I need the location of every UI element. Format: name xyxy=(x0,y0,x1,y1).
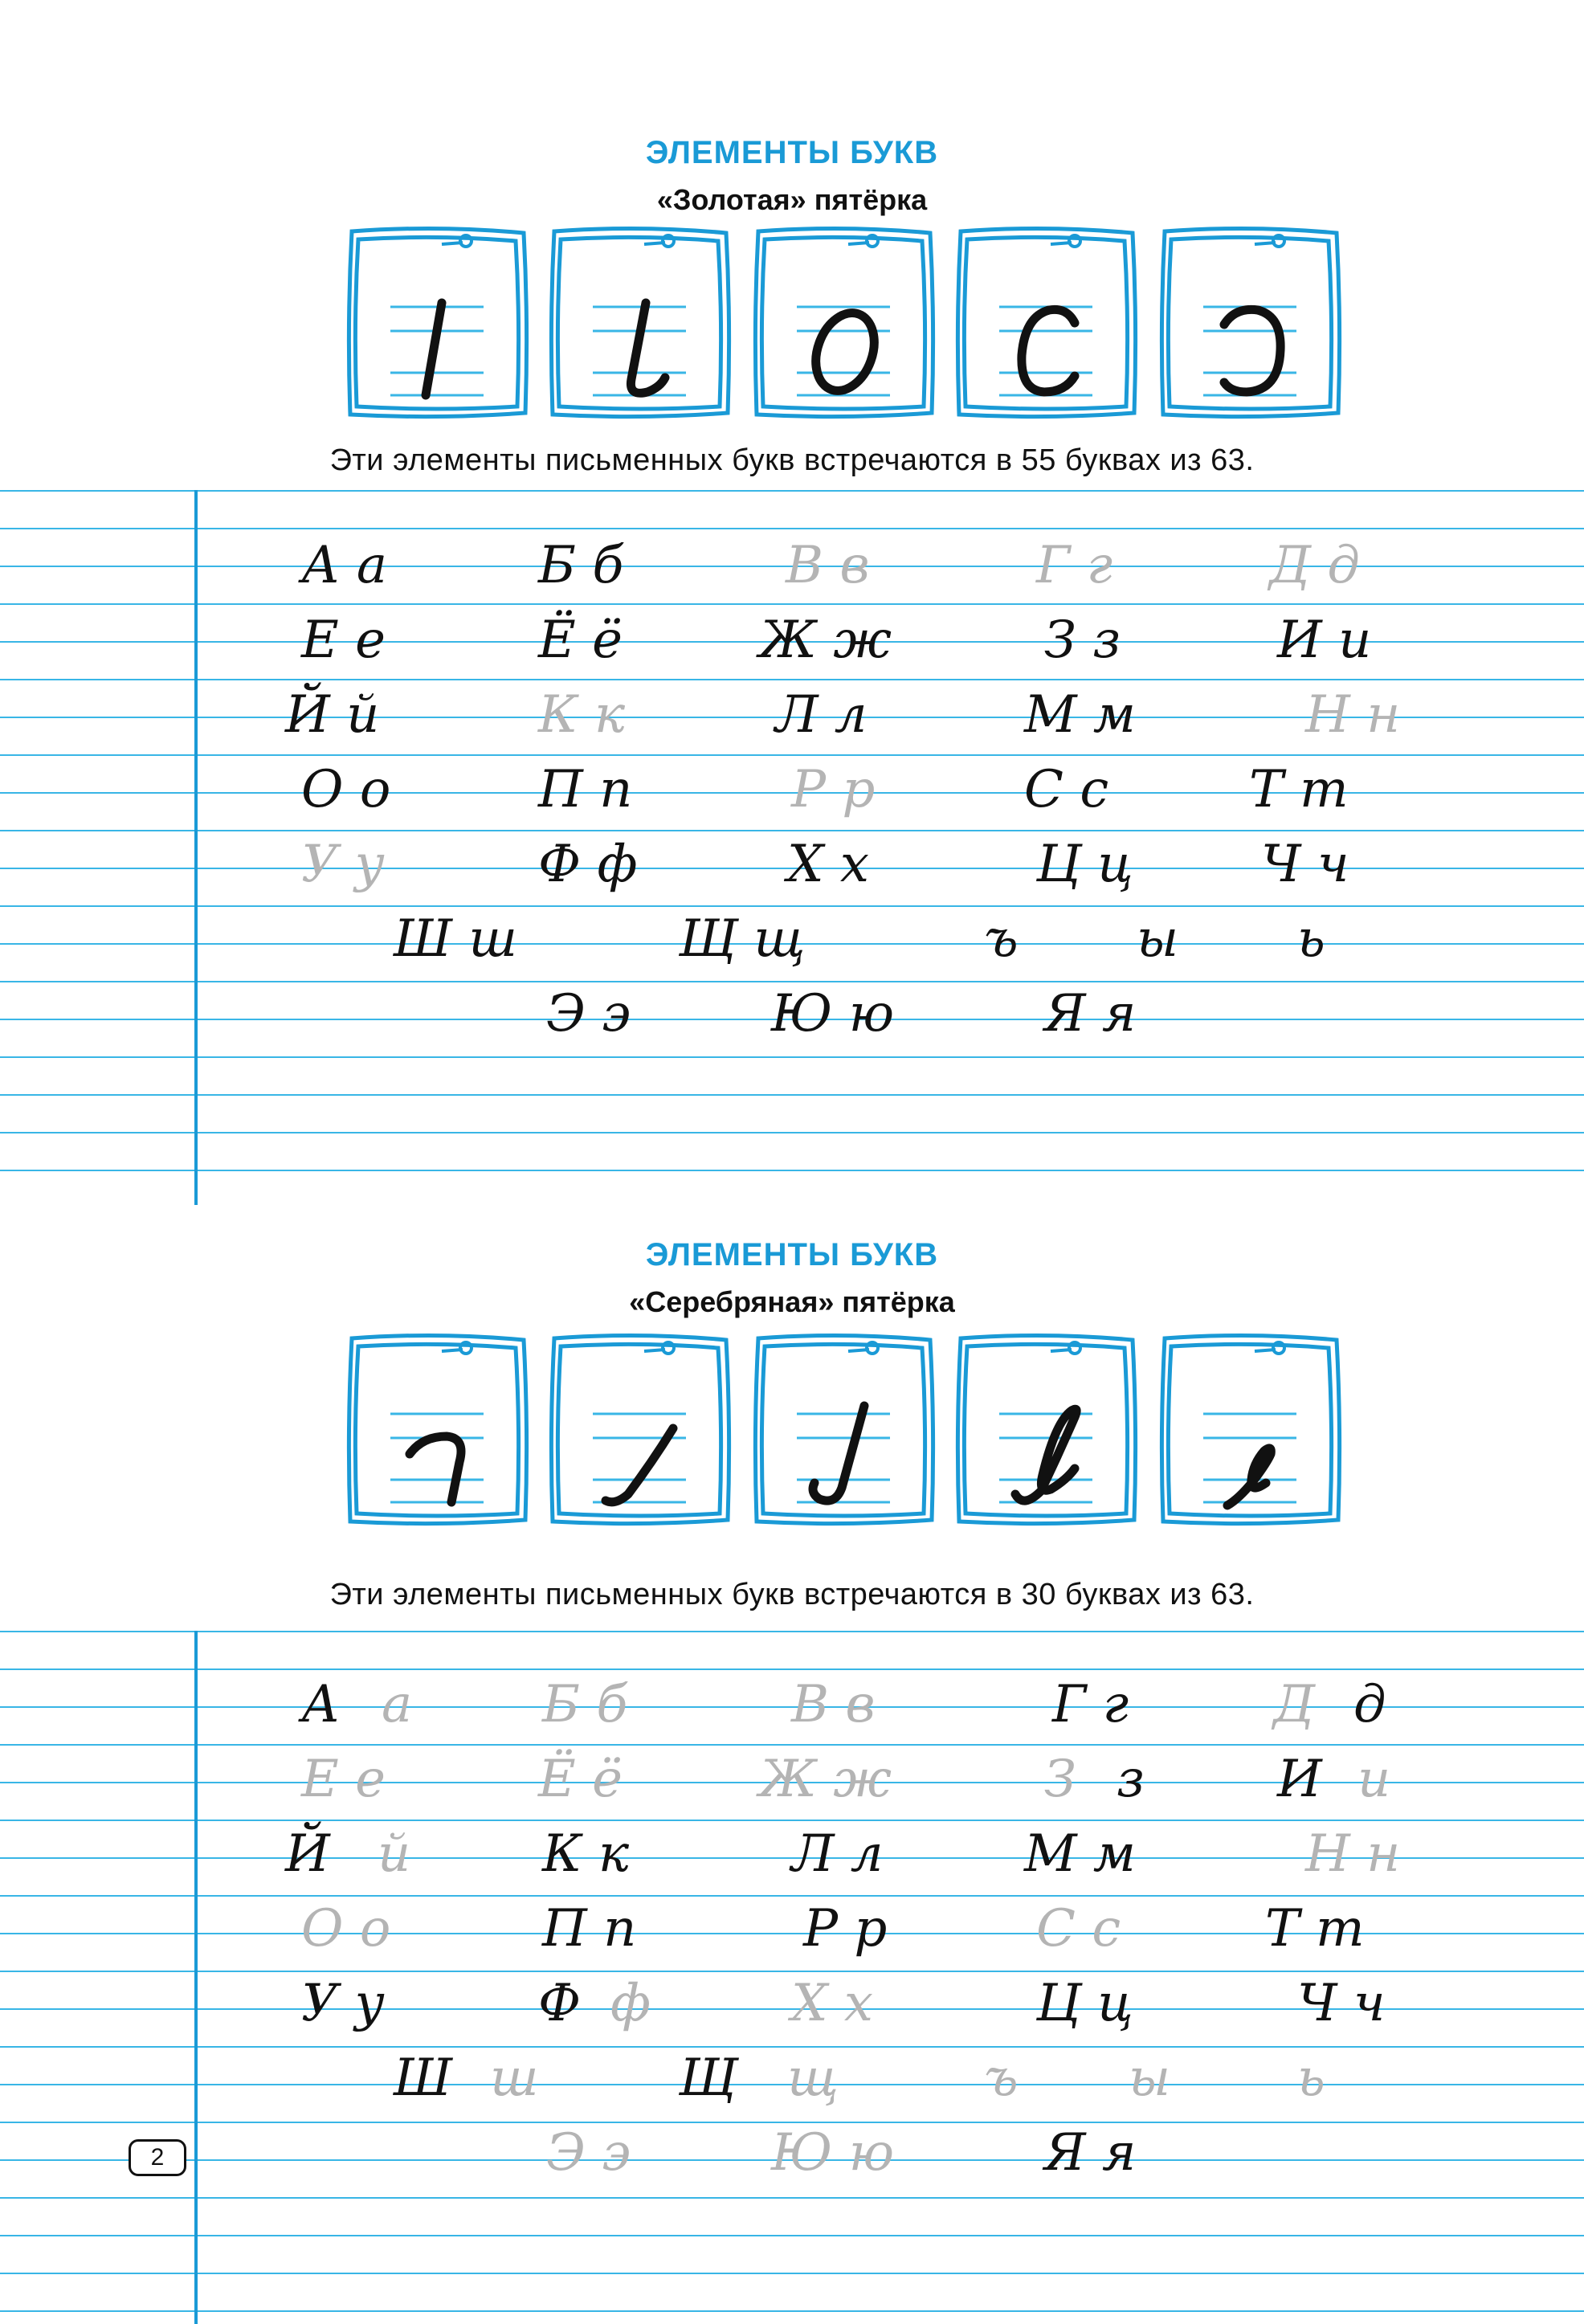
cursive-letter-pair: Д xyxy=(1273,1675,1316,1734)
ruled-line xyxy=(0,2310,1584,2312)
cursive-letter-pair: д xyxy=(1353,1675,1386,1734)
ruled-line xyxy=(0,528,1584,529)
element-card xyxy=(345,1334,530,1526)
cursive-letter-pair: Г г xyxy=(1036,536,1113,595)
cursive-letter-pair: О о xyxy=(301,760,391,819)
ruled-line xyxy=(0,1132,1584,1133)
element-card xyxy=(548,227,733,419)
ruled-line xyxy=(0,603,1584,605)
cursive-letter-pair: Ц ц xyxy=(1036,835,1133,894)
cursive-letter-pair: Б б xyxy=(542,1675,628,1734)
margin-line xyxy=(194,1631,198,2324)
cursive-letter-pair: Ш ш xyxy=(394,909,517,969)
half-oval-e-element-icon xyxy=(1158,227,1343,419)
cursive-letter-pair: З з xyxy=(1044,611,1121,670)
ruled-line xyxy=(0,1170,1584,1171)
cursive-letter-pair: Э э xyxy=(546,984,631,1044)
page-number: 2 xyxy=(129,2139,186,2176)
section1-element-cards xyxy=(0,227,1584,468)
cursive-letter-pair: ф xyxy=(610,1974,651,2033)
section2-heading: ЭЛЕМЕНТЫ БУКВ xyxy=(645,1237,939,1272)
ruled-line xyxy=(0,1668,1584,1670)
element-card xyxy=(752,1334,937,1526)
cursive-letter-pair: Т т xyxy=(1249,760,1349,819)
cursive-letter-pair: Б б xyxy=(538,536,624,595)
ruled-line xyxy=(0,754,1584,756)
cursive-letter-pair: Ф ф xyxy=(538,835,638,894)
cursive-letter-pair: П п xyxy=(538,760,633,819)
cursive-letter-pair: Н н xyxy=(1305,1824,1401,1884)
cursive-letter-pair: Т т xyxy=(1265,1899,1365,1958)
cursive-letter-pair: Н н xyxy=(1305,685,1401,745)
small-loop-element-icon xyxy=(1158,1334,1343,1526)
cursive-letter-pair: М м xyxy=(1024,1824,1136,1884)
ruled-line xyxy=(0,981,1584,982)
element-card xyxy=(1158,1334,1343,1526)
cursive-letter-pair: О о xyxy=(301,1899,391,1958)
cursive-letter-pair: Л л xyxy=(791,1824,884,1884)
cursive-letter-pair: Ж ж xyxy=(759,1750,892,1809)
section1-caption: Эти элементы письменных букв встречаются в 55 буквах из 63. xyxy=(329,443,1255,477)
element-card xyxy=(548,1334,733,1526)
ruled-line xyxy=(0,2046,1584,2048)
straight-stroke-element-icon xyxy=(345,227,530,419)
check-stroke-element-icon xyxy=(548,1334,733,1526)
cursive-letter-pair: М м xyxy=(1024,685,1136,745)
cursive-letter-pair: А xyxy=(301,1675,341,1734)
cursive-letter-pair: и xyxy=(1357,1750,1391,1809)
ruled-line xyxy=(0,1631,1584,1632)
section2-element-cards xyxy=(0,1334,1584,1575)
cursive-letter-pair: Ч ч xyxy=(1261,835,1349,894)
element-card xyxy=(1158,227,1343,419)
cursive-letter-pair: ш xyxy=(490,2048,539,2108)
cursive-letter-pair: а xyxy=(382,1675,413,1734)
cursive-letter-pair: Х х xyxy=(787,835,869,894)
cursive-letter-pair: П п xyxy=(542,1899,637,1958)
cursive-letter-pair: Й xyxy=(285,1824,330,1884)
ruled-line xyxy=(0,2273,1584,2274)
oval-element-icon xyxy=(752,227,937,419)
cursive-letter-pair: Р р xyxy=(791,760,876,819)
cursive-letter-pair: И xyxy=(1277,1750,1322,1809)
ruled-line xyxy=(0,1744,1584,1746)
cursive-letter-pair: Ё ё xyxy=(538,1750,623,1809)
cursive-letter-pair: з xyxy=(1117,1750,1145,1809)
cursive-letter-pair: А а xyxy=(301,536,387,595)
ruled-line xyxy=(0,1094,1584,1096)
cursive-letter-pair: ы xyxy=(1137,909,1179,969)
ruled-line xyxy=(0,830,1584,831)
cursive-letter-pair: С с xyxy=(1036,1899,1121,1958)
cursive-letter-pair: У у xyxy=(301,835,385,894)
cursive-letter-pair: Ц ц xyxy=(1036,1974,1133,2033)
half-oval-c-element-icon xyxy=(954,227,1139,419)
cursive-letter-pair: ь xyxy=(1297,2048,1325,2108)
cursive-letter-pair: Ё ё xyxy=(538,611,623,670)
ruled-line xyxy=(0,2197,1584,2199)
cursive-letter-pair: Ю ю xyxy=(771,984,895,1044)
ruled-line xyxy=(0,905,1584,907)
ruled-line xyxy=(0,2235,1584,2236)
section1-heading: ЭЛЕМЕНТЫ БУКВ xyxy=(645,135,939,170)
element-card xyxy=(954,1334,1139,1526)
ruled-line xyxy=(0,1056,1584,1058)
cursive-letter-pair: К к xyxy=(538,685,626,745)
hooked-stroke-element-icon xyxy=(548,227,733,419)
cursive-letter-pair: Е е xyxy=(301,611,386,670)
tall-hooked-stroke-element-icon xyxy=(752,1334,937,1526)
cursive-letter-pair: Ф xyxy=(538,1974,582,2033)
cursive-letter-pair: Щ щ xyxy=(679,909,806,969)
cursive-letter-pair: Г г xyxy=(1052,1675,1129,1734)
cursive-letter-pair: С с xyxy=(1024,760,1109,819)
cursive-letter-pair: Ч ч xyxy=(1297,1974,1386,2033)
ruled-line xyxy=(0,490,1584,492)
cursive-letter-pair: З xyxy=(1044,1750,1076,1809)
cursive-letter-pair: Й й xyxy=(285,685,380,745)
cursive-letter-pair: Э э xyxy=(546,2123,631,2183)
cursive-letter-pair: Е е xyxy=(301,1750,386,1809)
margin-line xyxy=(194,490,198,1205)
element-card xyxy=(752,227,937,419)
cursive-letter-pair: И и xyxy=(1277,611,1372,670)
cursive-letter-pair: й xyxy=(378,1824,411,1884)
cursive-letter-pair: Я я xyxy=(1044,984,1137,1044)
ruled-line xyxy=(0,679,1584,680)
cursive-letter-pair: В в xyxy=(786,536,870,595)
cursive-letter-pair: Я я xyxy=(1044,2123,1137,2183)
cursive-letter-pair: ы xyxy=(1129,2048,1171,2108)
ruled-line xyxy=(0,1820,1584,1821)
cursive-letter-pair: Х х xyxy=(791,1974,873,2033)
cursive-letter-pair: ь xyxy=(1297,909,1325,969)
cursive-letter-pair: Р р xyxy=(803,1899,888,1958)
element-card xyxy=(954,227,1139,419)
section2-subheading: «Серебряная» пятёрка xyxy=(629,1285,955,1318)
cursive-letter-pair: ъ xyxy=(984,909,1019,969)
element-card xyxy=(345,227,530,419)
ruled-line xyxy=(0,1971,1584,1972)
cursive-letter-pair: Ю ю xyxy=(771,2123,895,2183)
ruled-line xyxy=(0,1895,1584,1897)
cursive-letter-pair: Ж ж xyxy=(759,611,892,670)
hook-element-icon xyxy=(345,1334,530,1526)
loop-stroke-element-icon xyxy=(954,1334,1139,1526)
cursive-letter-pair: Щ xyxy=(679,2048,738,2108)
cursive-letter-pair: Д д xyxy=(1269,536,1360,595)
cursive-letter-pair: щ xyxy=(787,2048,839,2108)
cursive-letter-pair: У у xyxy=(301,1974,385,2033)
cursive-letter-pair: Ш xyxy=(394,2048,453,2108)
section2-caption: Эти элементы письменных букв встречаются в 30 буквах из 63. xyxy=(329,1578,1255,1611)
cursive-letter-pair: К к xyxy=(542,1824,630,1884)
cursive-letter-pair: В в xyxy=(791,1675,876,1734)
cursive-letter-pair: Л л xyxy=(775,685,868,745)
section1-subheading: «Золотая» пятёрка xyxy=(656,183,928,216)
cursive-letter-pair: ъ xyxy=(984,2048,1019,2108)
